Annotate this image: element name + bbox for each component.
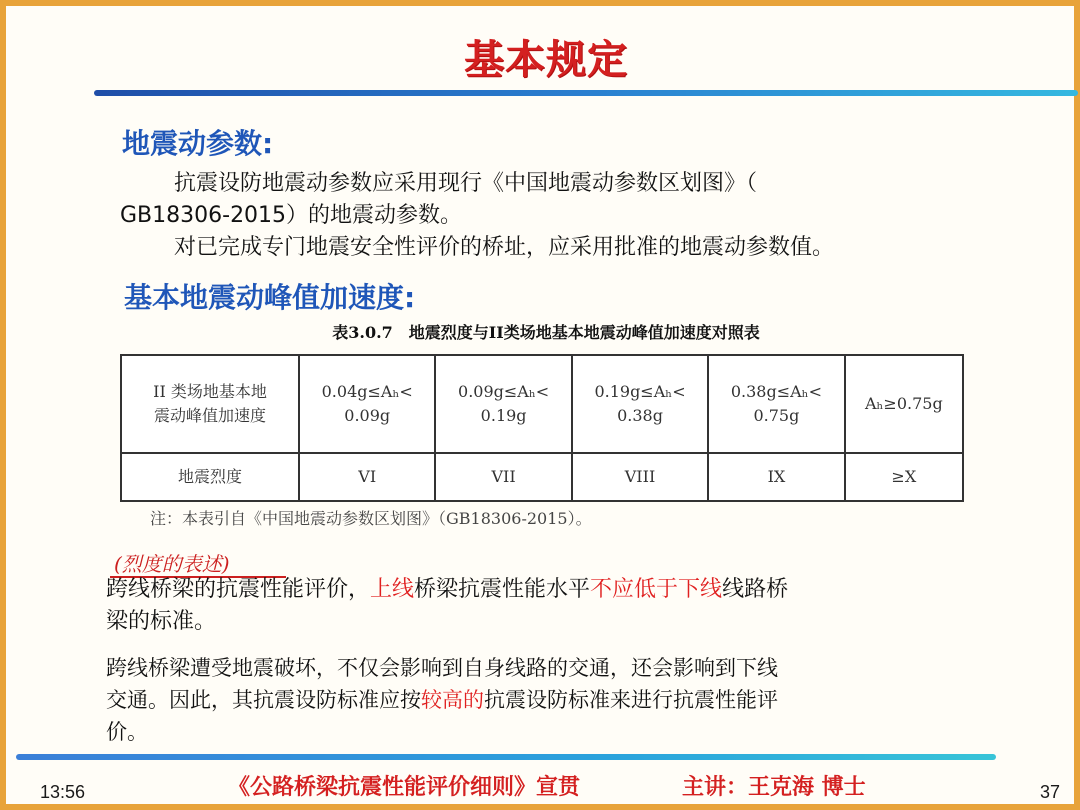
footer-divider — [16, 754, 996, 760]
intensity-acceleration-table — [120, 354, 964, 502]
intensity-cell: VI — [299, 453, 435, 501]
section-heading-peak-acceleration: 基本地震动峰值加速度: — [124, 281, 416, 314]
text-run: 桥梁抗震性能水平 — [414, 577, 591, 602]
highlight-upper-line: 上线 — [370, 577, 415, 602]
highlight-not-lower-than: 不应低于下线 — [590, 577, 723, 602]
section-heading-ground-motion: 地震动参数: — [122, 127, 274, 160]
paragraph-1-line-2: GB18306-2015）的地震动参数。 — [120, 203, 463, 228]
intensity-cell: IX — [708, 453, 844, 501]
highlight-higher: 较高的 — [421, 688, 484, 712]
title-divider — [94, 90, 1078, 96]
text-run: 线路桥 — [722, 577, 789, 602]
text-run: 跨线桥梁的抗震性能评价， — [106, 577, 371, 602]
table-note: 注：本表引自《中国地震动参数区划图》（GB18306-2015）。 — [150, 509, 592, 528]
text-run: 抗震设防标准来进行抗震性能评 — [484, 688, 778, 712]
acceleration-cell — [708, 355, 844, 453]
paragraph-3-line-2: 梁的标准。 — [106, 609, 217, 634]
paragraph-4-line-3: 价。 — [106, 720, 148, 744]
cell-line: 0.75g — [753, 406, 800, 425]
text-run: 交通。因此，其抗震设防标准应按 — [106, 688, 421, 712]
paragraph-1-line-1: 抗震设防地震动参数应采用现行《中国地震动参数区划图》（ — [174, 171, 758, 196]
table-row-intensity — [121, 453, 963, 501]
acceleration-cell — [435, 355, 571, 453]
row-head-intensity: 地震烈度 — [121, 453, 299, 501]
cell-line: 0.09g≤Aₕ< — [458, 382, 550, 401]
cell-line: 0.38g≤Aₕ< — [730, 382, 822, 401]
paragraph-2: 对已完成专门地震安全性评价的桥址，应采用批准的地震动参数值。 — [174, 235, 835, 260]
cell-line: 0.19g≤Aₕ< — [594, 382, 686, 401]
cell-line: 0.04g≤Aₕ< — [321, 382, 413, 401]
footer-course-title: 《公路桥梁抗震性能评价细则》宣贯 — [228, 775, 581, 800]
cell-line: 0.38g — [617, 406, 663, 425]
acceleration-cell — [299, 355, 435, 453]
row-head-line-2: 震动峰值加速度 — [153, 406, 266, 425]
footer-lecturer: 主讲：王克海 博士 — [682, 775, 866, 800]
page-number: 37 — [1040, 782, 1061, 802]
cell-line: 0.19g — [480, 406, 527, 425]
cell-line: 0.09g — [344, 406, 391, 425]
acceleration-cell — [845, 355, 963, 453]
row-head-acceleration — [121, 355, 299, 453]
cell-line: Aₕ≥0.75g — [864, 394, 943, 413]
time-label: 13:56 — [40, 782, 86, 802]
paragraph-3-line-1 — [106, 574, 788, 606]
paragraph-4-line-2 — [106, 684, 778, 716]
row-head-line-1: II 类场地基本地 — [153, 382, 267, 401]
slide-title: 基本规定 — [464, 37, 628, 83]
intensity-cell: ≥X — [845, 453, 963, 501]
paragraph-4-line-1: 跨线桥梁遭受地震破坏，不仅会影响到自身线路的交通，还会影响到下线 — [106, 656, 778, 680]
intensity-cell: VII — [435, 453, 571, 501]
acceleration-cell — [572, 355, 708, 453]
table-row-acceleration — [121, 355, 963, 453]
handwritten-annotation: (烈度的表述) — [114, 552, 230, 576]
table-caption: 表3.0.7 地震烈度与II类场地基本地震动峰值加速度对照表 — [332, 323, 760, 342]
intensity-cell: VIII — [572, 453, 708, 501]
